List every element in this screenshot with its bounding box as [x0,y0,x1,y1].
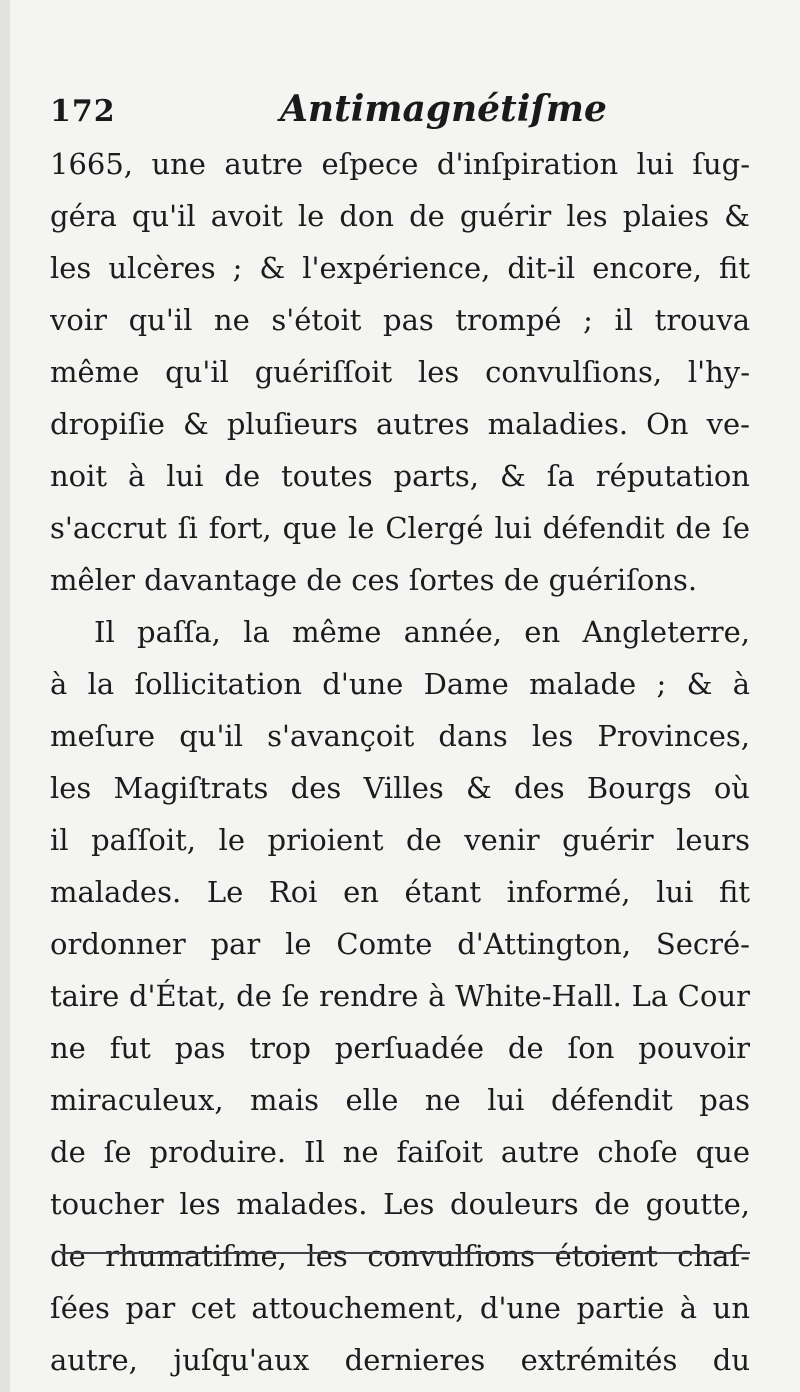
text-line: 1665, une autre eſpece d'inſpiration lui ſug- [50,147,750,181]
text-line: géra qu'il avoit le don de guérir les plaies & [50,199,750,233]
text-line: toucher les malades. Les douleurs de goutte, [50,1187,750,1221]
text-line: ordonner par le Comte d'Attington, Secré- [50,927,750,961]
running-title: Antimagnétiſme [280,88,607,130]
text-line: meſure qu'il s'avançoit dans les Provinces, [50,719,750,753]
footnote-rule [62,1252,750,1254]
text-line: de rhumatiſme, les convulſions étoient chaſ- [50,1239,750,1273]
text-line: miraculeux, mais elle ne lui défendit pas [50,1083,750,1117]
text-line: voir qu'il ne s'étoit pas trompé ; il trouva [50,303,750,337]
text-line: les ulcères ; & l'expérience, dit-il encore, fit [50,251,750,285]
text-line: taire d'État, de ſe rendre à White-Hall. La Cour [50,979,750,1013]
text-line: noit à lui de toutes parts, & ſa réputation [50,459,750,493]
text-line: dropiſie & pluſieurs autres maladies. On ve- [50,407,750,441]
body-text [50,138,750,1386]
page-number: 172 [50,94,116,129]
text-line: de ſe produire. Il ne faiſoit autre choſe que [50,1135,750,1169]
text-line: il paſſoit, le prioient de venir guérir leurs [50,823,750,857]
text-line: même qu'il guériſſoit les convulſions, l'hy- [50,355,750,389]
text-line: ſées par cet attouchement, d'une partie à un [50,1291,750,1325]
text-line: malades. Le Roi en étant informé, lui fit [50,875,750,909]
page-gutter [0,0,10,1392]
text-line: mêler davantage de ces ſortes de guériſons. [50,563,698,597]
text-line: autre, juſqu'aux dernieres extrémités du [50,1343,750,1377]
text-line: à la ſollicitation d'une Dame malade ; & à [50,667,750,701]
text-line: Il paſſa, la même année, en Angleterre, [94,615,750,649]
text-line: les Magiſtrats des Villes & des Bourgs où [50,771,750,805]
text-line: s'accrut ſi fort, que le Clergé lui défendit de ſe [50,511,750,545]
text-line: ne fut pas trop perſuadée de ſon pouvoir [50,1031,750,1065]
page-header [50,76,750,136]
